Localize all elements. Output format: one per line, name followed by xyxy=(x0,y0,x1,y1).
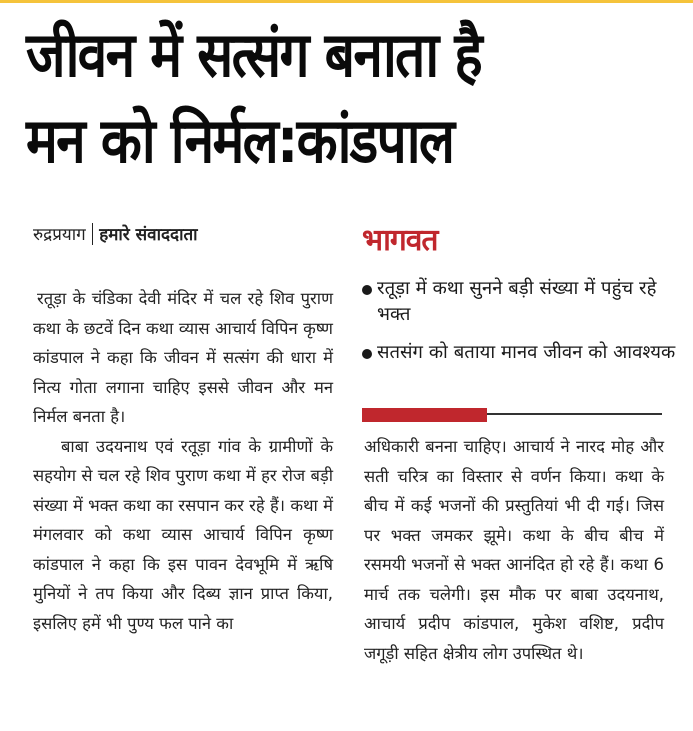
dateline-place: रुद्रप्रयाग xyxy=(33,225,86,245)
section-label: भागवत xyxy=(362,223,438,258)
headline-line-2: मन को निर्मल:कांडपाल xyxy=(26,104,454,177)
dateline-author: हमारे संवाददाता xyxy=(99,225,198,245)
bullet-icon xyxy=(362,285,372,295)
highlights-list xyxy=(362,276,682,378)
body-paragraph-2: बाबा उदयनाथ एवं रतूड़ा गांव के ग्रामीणों के सहयोग से चल रहे शिव पुराण कथा में हर रोज बड़ी संख्या में भक्त कथा का रसपान कर रहे हैं। कथा में मंगलवार को कथा व्यास आचार्य विपिन कृष्ण कांडपाल ने कहा कि इस पावन देवभूमि में ऋषि मुनियों ने तप किया और दिब्य ज्ञान प्राप्त किया, इसलिए हमें भी पुण्य फल पाने का xyxy=(33,436,333,633)
article-body-right-column xyxy=(364,432,664,668)
dateline xyxy=(33,222,198,245)
highlight-text: सतसंग को बताया मानव जीवन को आवश्यक xyxy=(377,342,676,363)
article-body-left-column xyxy=(33,284,333,638)
divider-thin-line xyxy=(487,413,662,415)
bullet-icon xyxy=(362,349,372,359)
section-divider xyxy=(362,408,662,424)
highlight-item xyxy=(362,340,682,366)
divider-red-bar xyxy=(362,408,487,422)
highlight-text: रतूड़ा में कथा सुनने बड़ी संख्या में पहुंच रहे भक्त xyxy=(377,278,657,325)
headline xyxy=(26,12,594,184)
highlight-item xyxy=(362,276,682,328)
top-accent-strip xyxy=(0,0,693,3)
headline-line-1: जीवन में सत्संग बनाता है xyxy=(26,18,481,91)
dateline-separator xyxy=(92,223,94,245)
body-paragraph-1: रतूड़ा के चंडिका देवी मंदिर में चल रहे शिव पुराण कथा के छटवें दिन कथा व्यास आचार्य विपिन कृष्ण कांडपाल ने कहा कि जीवन में सत्संग की धारा में नित्य गोता लगाना चाहिए इससे जीवन और मन निर्मल बनता है। xyxy=(33,289,333,426)
body-paragraph-3: अधिकारी बनना चाहिए। आचार्य ने नारद मोह और सती चरित्र का विस्तार से वर्णन किया। कथा के बीच में कई भजनों की प्रस्तुतियां भी दी गई। जिस पर भक्त जमकर झूमे। कथा के बीच बीच में रसमयी भजनों से भक्त आनंदित हो रहे हैं। कथा 6 मार्च तक चलेगी। इस मौक पर बाबा उदयनाथ, आचार्य प्रदीप कांडपाल, मुकेश वशिष्ट, प्रदीप जगूड़ी सहित क्षेत्रीय लोग उपस्थित थे। xyxy=(364,437,664,663)
